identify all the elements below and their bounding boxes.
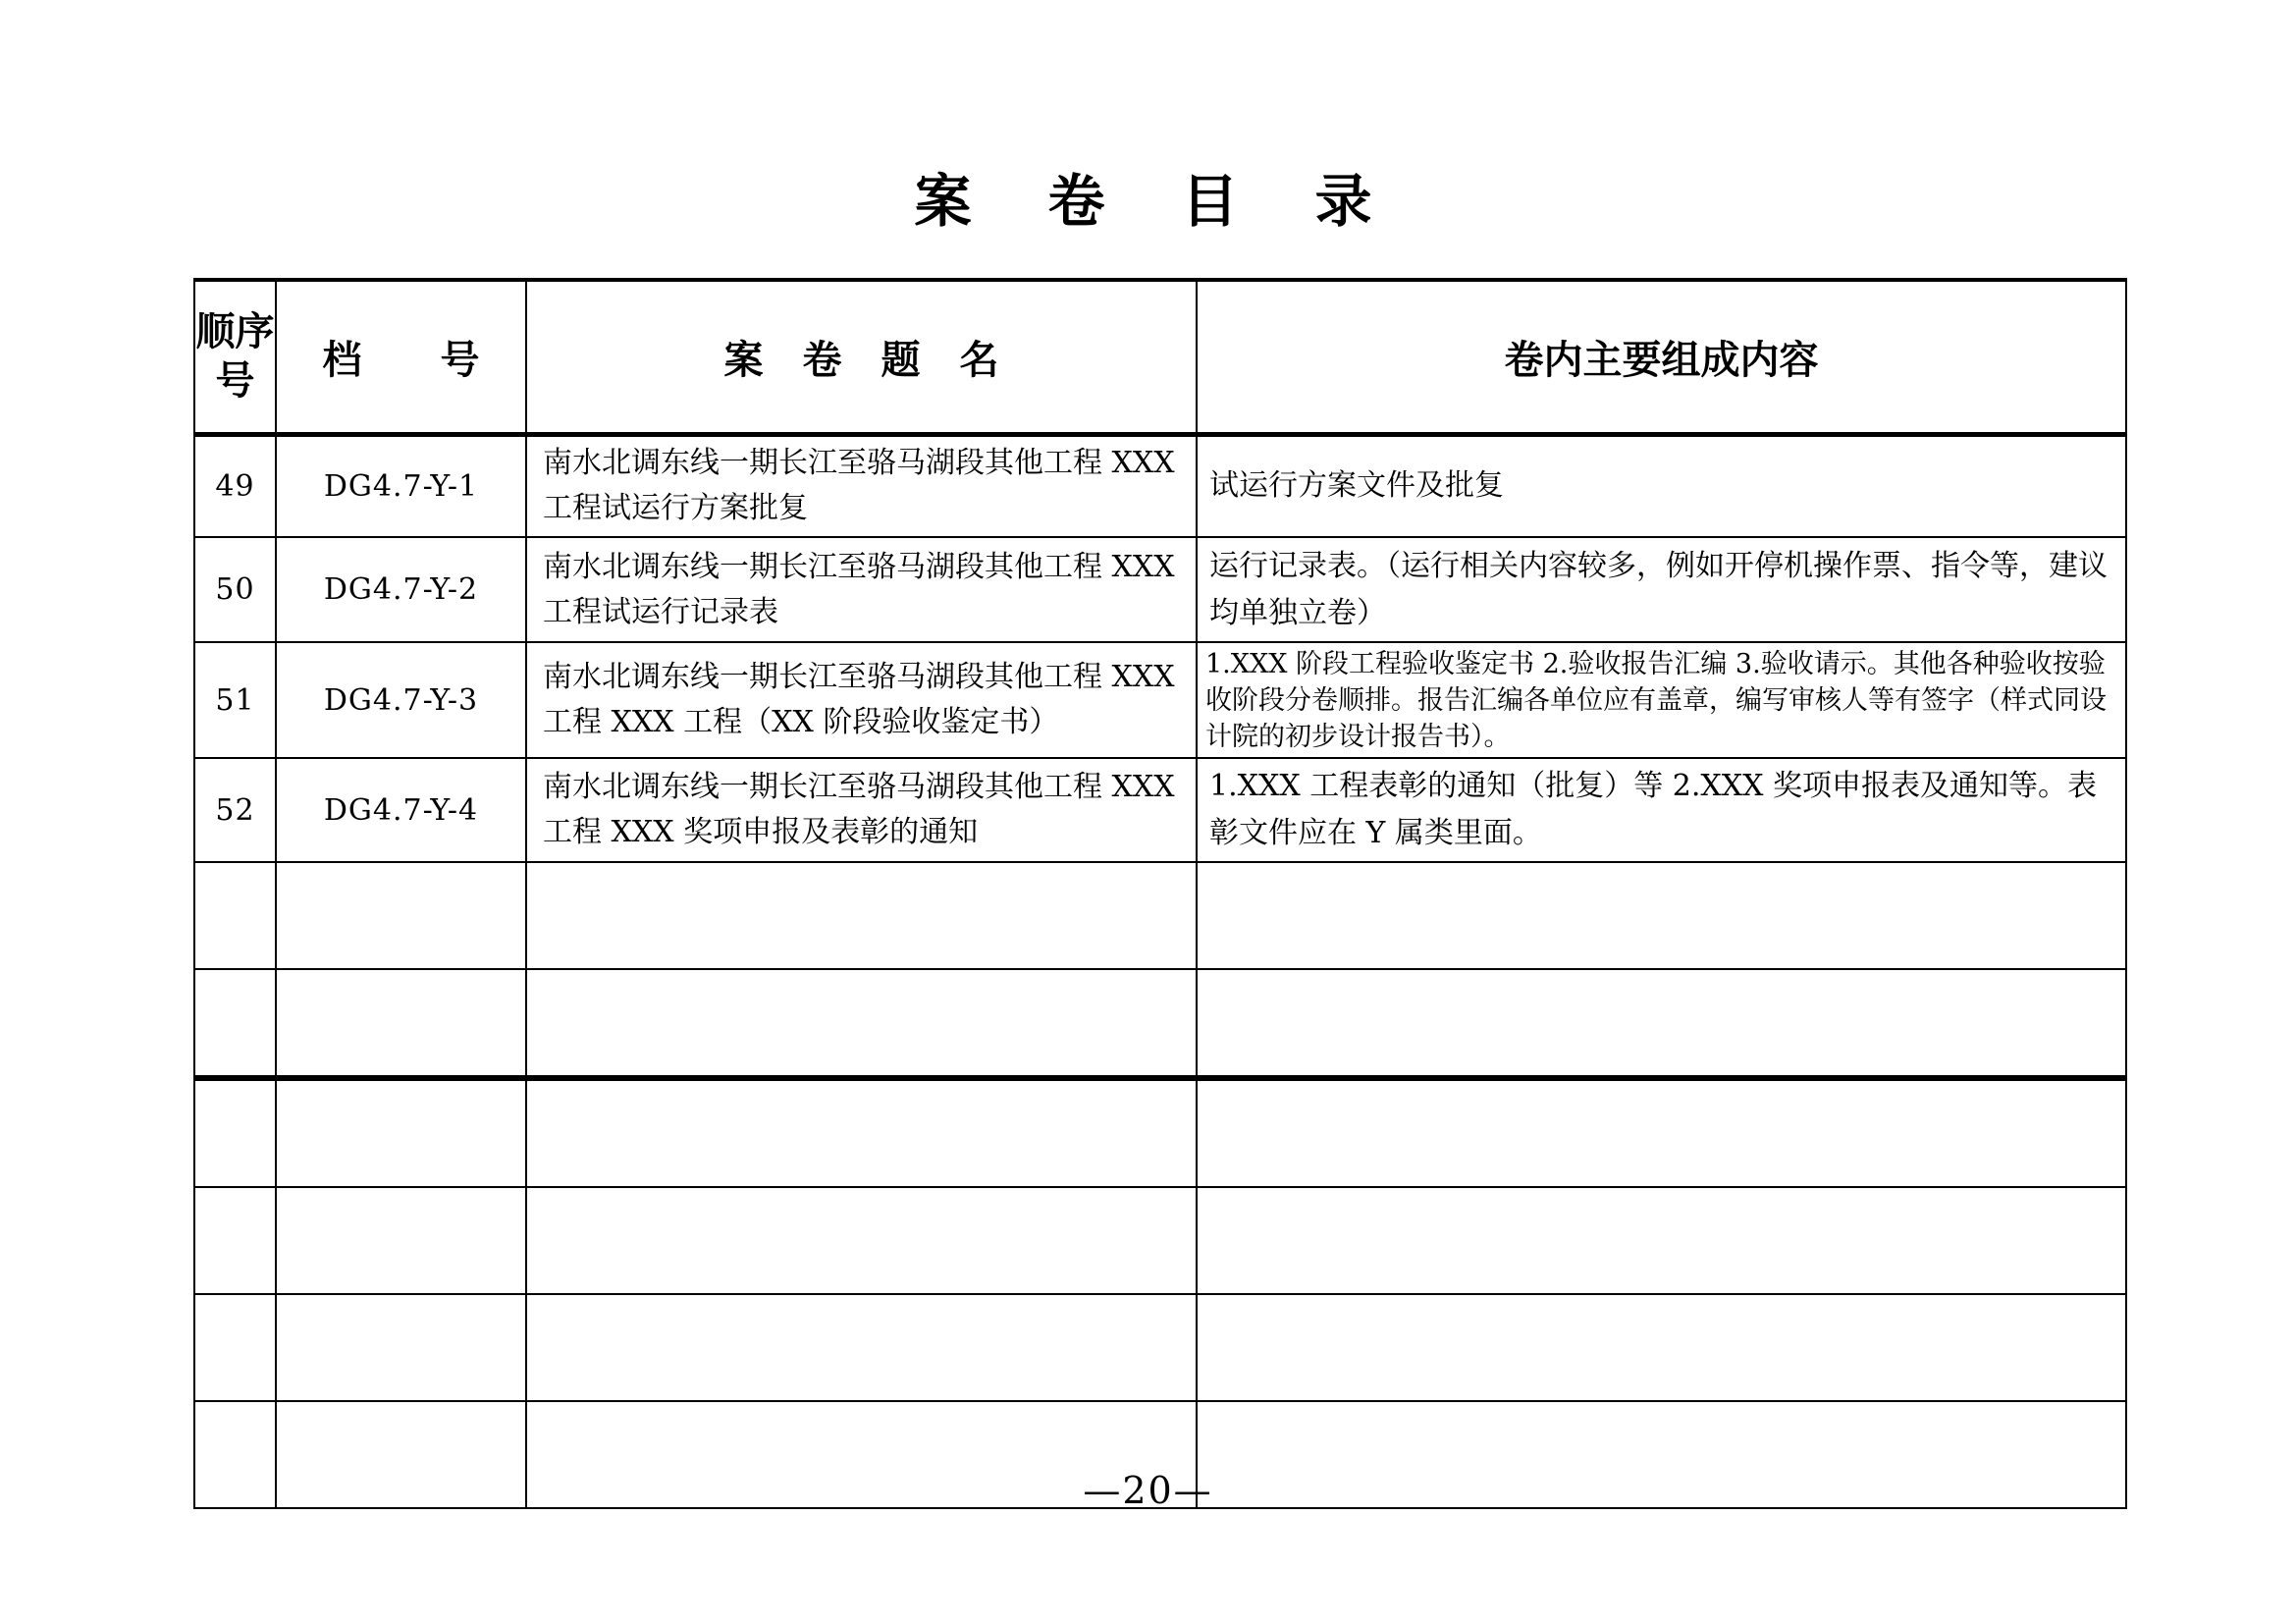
empty-sequence-cell	[194, 1294, 276, 1401]
empty-contents-cell	[1197, 1078, 2126, 1187]
main-contents-cell: 运行记录表。（运行相关内容较多，例如开停机操作票、指令等，建议均单独立卷）	[1197, 537, 2126, 642]
catalog-table	[193, 278, 2127, 1509]
table-row	[194, 758, 2126, 862]
case-file-title-cell: 南水北调东线一期长江至骆马湖段其他工程 XXX 工程 XXX 工程（XX 阶段验收鉴定书）	[526, 642, 1197, 758]
empty-file-number-cell	[276, 1078, 526, 1187]
empty-contents-cell	[1197, 969, 2126, 1078]
page-title: 案 卷 目 录	[914, 170, 1382, 234]
file-number-cell: DG4.7-Y-3	[276, 642, 526, 758]
empty-file-number-cell	[276, 969, 526, 1078]
header-sequence-number: 顺序号	[194, 280, 276, 434]
empty-file-number-cell	[276, 862, 526, 969]
empty-table-row	[194, 1078, 2126, 1187]
empty-title-cell	[526, 862, 1197, 969]
table-row	[194, 434, 2126, 537]
empty-table-row	[194, 1187, 2126, 1294]
file-number-cell: DG4.7-Y-4	[276, 758, 526, 862]
empty-title-cell	[526, 1187, 1197, 1294]
empty-sequence-cell	[194, 1187, 276, 1294]
table-row	[194, 642, 2126, 758]
page-number: —20—	[1083, 1469, 1213, 1512]
empty-table-row	[194, 969, 2126, 1078]
case-file-title-cell: 南水北调东线一期长江至骆马湖段其他工程 XXX 工程试运行记录表	[526, 537, 1197, 642]
sequence-number-cell: 51	[194, 642, 276, 758]
empty-title-cell	[526, 969, 1197, 1078]
sequence-number-cell: 50	[194, 537, 276, 642]
empty-file-number-cell	[276, 1187, 526, 1294]
empty-contents-cell	[1197, 1187, 2126, 1294]
empty-sequence-cell	[194, 862, 276, 969]
empty-sequence-cell	[194, 1078, 276, 1187]
main-contents-cell: 1.XXX 工程表彰的通知（批复）等 2.XXX 奖项申报表及通知等。表彰文件应在 Y 属类里面。	[1197, 758, 2126, 862]
sequence-number-cell: 52	[194, 758, 276, 862]
empty-table-row	[194, 1294, 2126, 1401]
empty-sequence-cell	[194, 969, 276, 1078]
table-row	[194, 537, 2126, 642]
sequence-number-cell: 49	[194, 434, 276, 537]
empty-title-cell	[526, 1078, 1197, 1187]
empty-table-row	[194, 862, 2126, 969]
empty-contents-cell	[1197, 1294, 2126, 1401]
file-number-cell: DG4.7-Y-1	[276, 434, 526, 537]
empty-title-cell	[526, 1294, 1197, 1401]
empty-file-number-cell	[276, 1294, 526, 1401]
case-file-title-cell: 南水北调东线一期长江至骆马湖段其他工程 XXX 工程 XXX 奖项申报及表彰的通知	[526, 758, 1197, 862]
main-contents-cell: 试运行方案文件及批复	[1197, 434, 2126, 537]
table-header-row	[194, 280, 2126, 434]
case-file-title-cell: 南水北调东线一期长江至骆马湖段其他工程 XXX 工程试运行方案批复	[526, 434, 1197, 537]
header-file-number: 档 号	[276, 280, 526, 434]
header-main-contents: 卷内主要组成内容	[1197, 280, 2126, 434]
file-number-cell: DG4.7-Y-2	[276, 537, 526, 642]
main-contents-cell: 1.XXX 阶段工程验收鉴定书 2.验收报告汇编 3.验收请示。其他各种验收按验收阶段分卷顺排。报告汇编各单位应有盖章，编写审核人等有签字（样式同设计院的初步设计报告书）。	[1197, 642, 2126, 758]
empty-contents-cell	[1197, 862, 2126, 969]
header-case-file-title: 案 卷 题 名	[526, 280, 1197, 434]
